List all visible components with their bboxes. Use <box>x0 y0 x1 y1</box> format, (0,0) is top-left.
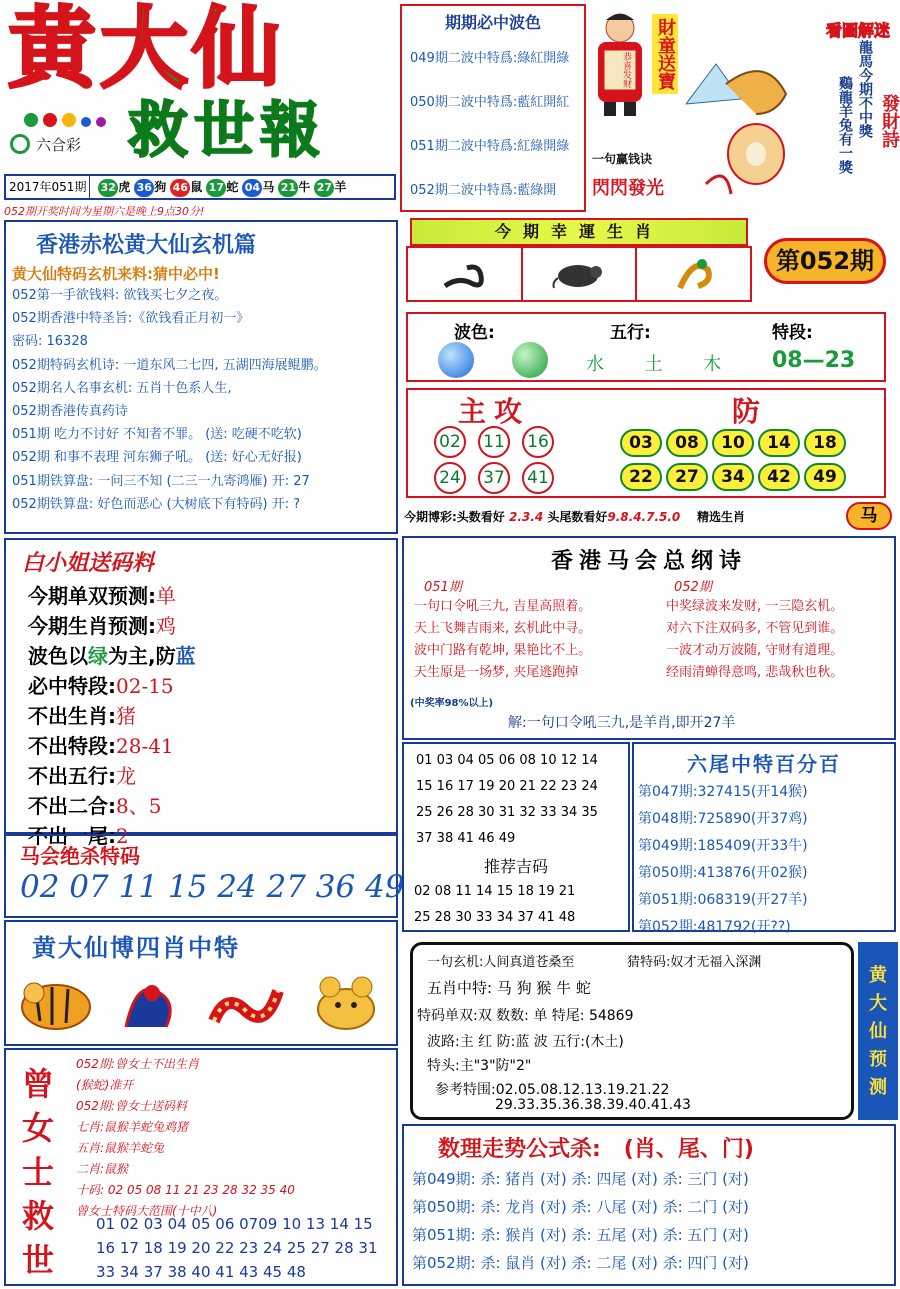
rat-icon <box>306 971 386 1035</box>
wuxing-label: 五行: <box>610 323 651 343</box>
yuce-side-char: 仙 <box>869 1021 887 1042</box>
grid-row: 01 03 04 05 06 08 10 12 14 <box>416 753 598 768</box>
result-ball: 17 <box>206 179 226 197</box>
liuwei-box <box>632 742 896 935</box>
baixiao-item <box>28 581 396 611</box>
yuce-l4: 波路:主 红 防:蓝 波 五行:(木土) <box>427 1034 624 1050</box>
main-number: 11 <box>478 426 510 458</box>
result-ball: 46 <box>170 179 190 197</box>
results-bar <box>4 174 396 200</box>
xuanji-line: 052期香港传真药诗 <box>12 404 128 420</box>
baixiao-item <box>28 671 396 701</box>
baixiao-wave <box>28 641 396 671</box>
baixiao-label: 不出特段: <box>28 734 116 758</box>
result-zodiac: 马 <box>262 180 275 194</box>
defend-row <box>618 460 886 494</box>
masthead-title-bottom: 救世報 <box>128 96 326 166</box>
shuli-title: 数理走势公式杀: <box>438 1137 601 1162</box>
shuli-line: 第050期: 杀: 龙肖 (对) 杀: 八尾 (对) 杀: 二门 (对) <box>412 1198 749 1216</box>
brand-label: 六合彩 <box>36 136 82 154</box>
baixiao-value: 鸡 <box>156 614 176 638</box>
shuli-line: 第049期: 杀: 猪肖 (对) 杀: 四尾 (对) 杀: 三门 (对) <box>412 1170 749 1188</box>
poem-left-line: 一句口令吼三九, 吉星高照着。 <box>414 599 592 614</box>
zeng-side-char: 世 <box>22 1241 55 1279</box>
sixiao-box <box>4 920 398 1046</box>
baixiao-box <box>4 538 398 848</box>
poem-left-line: 波中门路有乾坤, 果艳比不上。 <box>414 643 592 658</box>
poem-right-line: 一波才动万波随, 守财有道理。 <box>666 643 844 658</box>
zeng-line: (猴蛇)准开 <box>76 1078 134 1092</box>
left-issue: 051期 <box>424 580 462 595</box>
xuanji-line: 052第一手欲钱料: 欲钱买七夕之夜。 <box>12 288 228 303</box>
xuanji-line: 051期 吃力不讨好 不知者不罪。 (送: 吃硬不吃软) <box>12 427 302 443</box>
result-ball: 04 <box>242 179 262 197</box>
baixiao-value: 猪 <box>116 704 136 728</box>
xuanji-line: 052期香港中特圣旨:《欲钱看正月初一》 <box>12 311 250 327</box>
baixiao-item <box>28 611 396 641</box>
tiger-icon <box>16 971 96 1035</box>
rec-row: 02 08 11 14 15 18 19 21 <box>414 884 576 899</box>
xuanji-line: 052期铁算盘: 好色而恶心 (大树底下有特码) 开: ? <box>12 496 301 512</box>
xuanji-line: 密码: 16328 <box>12 334 88 350</box>
baixiao-label: 今期单双预测: <box>28 584 156 608</box>
issue-badge: 第052期 <box>764 238 886 284</box>
poem-right-line: 经雨清蝉得意鸣, 悲哉秋也秋。 <box>666 665 844 680</box>
wave-line: 050期二波中特爲:藍紅開紅 <box>410 95 570 110</box>
masthead-title-top: 黄大仙 <box>8 0 285 100</box>
lookpic-poem-col-1: 龍馬今期不中獎 <box>857 40 873 138</box>
wuxing-3: 木 <box>703 354 724 375</box>
baixiao-label: 今期生肖预测: <box>28 614 156 638</box>
lucky-icons-row <box>406 246 752 302</box>
grid-row: 25 26 28 30 31 32 33 34 35 <box>416 805 598 820</box>
wave-box <box>400 4 586 212</box>
defend-number: 14 <box>758 429 800 457</box>
teduan-value: 08—23 <box>772 348 856 373</box>
xuanji-line: 052期名人名事玄机: 五肖十色系人生, <box>12 380 232 396</box>
baixiao-value: 28-41 <box>116 734 174 758</box>
defend-number: 42 <box>758 463 800 491</box>
result-zodiac: 羊 <box>334 180 347 194</box>
liuwei-line: 第050期:413876(开02猴) <box>638 865 808 881</box>
poem-left-line: 天生原是一场梦, 夹尾逃跑掉 <box>414 665 579 680</box>
baixiao-value: 2 <box>116 824 129 848</box>
wave-line: 051期二波中特爲:紅綠開綠 <box>410 139 570 154</box>
numgrid-box <box>402 742 630 932</box>
wave-ball-green <box>512 342 548 378</box>
zeng-side-char: 士 <box>22 1153 55 1191</box>
caishen-slogan: 一句赢钱诀 <box>592 152 653 166</box>
dragon-icon <box>116 971 186 1035</box>
xuanji-line: 052期 和事不表理 河东狮子吼。 (送: 好心无好报) <box>12 450 302 466</box>
lucky-title: 今期幸運生肖 <box>410 218 748 246</box>
zeng-line: 曾女士特码大范围(十中八) <box>76 1204 218 1218</box>
main-number: 24 <box>434 462 466 494</box>
sixiao-title: 黄大仙博四肖中特 <box>32 934 240 962</box>
main-attack-label: 主攻 <box>458 395 531 428</box>
yuce-side-char: 大 <box>869 993 887 1014</box>
zeng-numbers <box>96 1212 396 1284</box>
snake-icon <box>408 248 523 300</box>
footer-c-badge: 马 <box>846 502 892 530</box>
defend-number: 34 <box>712 463 754 491</box>
liuwei-title: 六尾中特百分百 <box>687 752 841 776</box>
zeng-num-row: 01 02 03 04 05 06 0709 10 13 14 15 <box>96 1215 373 1233</box>
zeng-line: 052期:曾女士不出生肖 <box>76 1057 199 1071</box>
lookpic-mountains <box>686 44 816 208</box>
baixiao-item <box>28 701 396 731</box>
shuli-box <box>402 1124 896 1286</box>
masthead <box>0 0 400 218</box>
baixiao-label: 必中特段: <box>28 674 116 698</box>
xuanji-subtitle: 黄大仙特码玄机来料:猜中必中! <box>12 265 220 283</box>
dragon-icon <box>637 248 750 300</box>
main-number: 37 <box>478 462 510 494</box>
caishen-shine: 閃閃發光 <box>592 178 664 199</box>
wuxing-values <box>586 350 723 376</box>
yuce-side <box>858 942 898 1120</box>
issue-label: 2017年051期 <box>6 176 90 198</box>
yuce-l5: 特头:主"3"防"2" <box>427 1058 532 1074</box>
attr-box <box>406 312 886 382</box>
draw-notice: 052期开奖时间为星期六是晚上9点30分! <box>4 205 205 218</box>
gangpoem-title: 香港马会总纲诗 <box>550 548 747 574</box>
baixiao-label: 不出二合: <box>28 794 116 818</box>
footer-c-label: 精选生肖 <box>696 510 745 524</box>
zeng-side-char: 救 <box>22 1197 55 1235</box>
yuce-l7: 29.33.35.36.38.39.40.41.43 <box>495 1097 691 1113</box>
wave-line: 049期二波中特爲:綠紅開綠 <box>410 51 570 66</box>
caishen-couplet: 財童送寶 <box>652 14 678 94</box>
defend-number: 08 <box>666 429 708 457</box>
brand-icon <box>10 134 30 154</box>
snake-icon <box>206 971 286 1035</box>
yuce-side-char: 预 <box>869 1049 887 1070</box>
zeng-lines <box>76 1054 396 1222</box>
yuce-l3: 特码单双:双 数数: 单 特尾: 54869 <box>417 1008 634 1024</box>
result-zodiac: 鼠 <box>190 180 203 194</box>
poem-left-line: 天上飞舞吉雨来, 玄机此中寻。 <box>414 621 592 636</box>
defend-number: 49 <box>804 463 846 491</box>
right-issue: 052期 <box>674 580 712 595</box>
teduan-label: 特段: <box>772 323 813 343</box>
lookpic-side: 發財詩 <box>879 94 900 148</box>
yuce-box <box>410 942 854 1120</box>
result-ball: 32 <box>98 179 118 197</box>
wuxing-2: 土 <box>644 354 665 375</box>
baixiao-label: 不出五行: <box>28 764 116 788</box>
result-zodiac: 狗 <box>154 180 167 194</box>
zeng-line: 七肖:鼠猴羊蛇兔鸡猪 <box>76 1120 189 1134</box>
attack-footer <box>404 508 898 525</box>
result-zodiac: 虎 <box>118 180 131 194</box>
footer-a-value: 2.3.4 <box>509 510 544 524</box>
yuce-l6: 参考特围:02.05.08.12.13.19.21.22 <box>435 1082 670 1098</box>
footer-b-value: 9.8.4.7.5.0 <box>607 510 681 524</box>
defend-number: 03 <box>620 429 662 457</box>
liuwei-line: 第047期:327415(开14猴) <box>638 784 808 800</box>
baixiao-value: 02-15 <box>116 674 174 698</box>
poem-right-line: 中奖绿波来发财, 一三隐玄机。 <box>666 599 844 614</box>
wave-label: 波色: <box>454 323 495 343</box>
defend-row <box>618 426 886 460</box>
defend-numbers <box>618 426 886 494</box>
poem-rate: (中奖率98%以上) <box>410 698 494 709</box>
liuwei-line: 第052期:481792(开??) <box>638 919 791 935</box>
numgrid-title: 推荐吉码 <box>483 857 548 876</box>
baixiao-label: 不出一尾: <box>28 824 116 848</box>
caishen-panel <box>588 4 684 212</box>
grid-row: 37 38 41 46 49 <box>416 831 516 846</box>
result-zodiac: 牛 <box>298 180 311 194</box>
xuanji-title: 香港赤松黄大仙玄机篇 <box>36 232 257 258</box>
liuwei-line: 第049期:185409(开33牛) <box>638 838 808 854</box>
zeng-line: 十码: 02 05 08 11 21 23 28 32 35 40 <box>76 1183 295 1197</box>
grid-row: 15 16 17 19 20 21 22 23 24 <box>416 779 598 794</box>
baixiao-value: 单 <box>156 584 176 608</box>
zeng-line: 052期:曾女士送码料 <box>76 1099 187 1113</box>
baixiao-label: 不出生肖: <box>28 704 116 728</box>
rec-row: 25 28 30 33 34 37 41 48 <box>414 910 576 925</box>
baixiao-value: 8、5 <box>116 794 162 818</box>
lookpic-title: 看圖解迷 <box>826 21 891 40</box>
masha-numbers: 02 07 11 15 24 27 36 49 <box>20 869 405 905</box>
baixiao-value: 龙 <box>116 764 136 788</box>
baixiao-item <box>28 731 396 761</box>
rat-icon <box>523 248 638 300</box>
wuxing-1: 水 <box>586 354 606 375</box>
result-zodiac: 蛇 <box>226 180 239 194</box>
zeng-num-row: 16 17 18 19 20 22 23 24 25 27 28 31 <box>96 1239 378 1257</box>
liuwei-line: 第051期:068319(开27羊) <box>638 892 808 908</box>
xuanji-line: 052期特码玄机诗: 一道东风二七四, 五湖四海展鲲鹏。 <box>12 357 327 373</box>
zeng-side-char: 女 <box>22 1109 55 1147</box>
attack-box <box>406 388 886 498</box>
main-number: 02 <box>434 426 466 458</box>
lucky-zodiac-panel <box>406 218 752 304</box>
shuli-title2: (肖、尾、门) <box>623 1137 754 1162</box>
lookpic-poem-col-2: 鷄龍羊兔有一獎 <box>837 76 853 174</box>
main-row <box>428 460 588 496</box>
baixiao-title: 白小姐送码料 <box>22 550 155 576</box>
zeng-side-title <box>22 1062 70 1282</box>
yuce-side-char: 黄 <box>869 965 887 986</box>
shuli-line: 第052期: 杀: 鼠肖 (对) 杀: 二尾 (对) 杀: 四门 (对) <box>412 1254 749 1272</box>
poem-right-line: 对六下注双码多, 不管见到谁。 <box>666 621 844 636</box>
yuce-l1b: 猜特码:奴才无福入深渊 <box>627 955 762 970</box>
lookpic-panel <box>686 4 898 212</box>
wave-mid: 为主,防 <box>108 644 176 668</box>
defend-number: 18 <box>804 429 846 457</box>
dots-decoration <box>24 112 106 131</box>
zeng-num-row: 33 34 37 38 40 41 43 45 48 <box>96 1263 306 1281</box>
shuli-header <box>438 1132 894 1163</box>
footer-b-label: 头尾数看好 <box>547 510 608 524</box>
main-number: 16 <box>522 426 554 458</box>
wave-ball-blue <box>438 342 474 378</box>
main-numbers <box>428 424 588 496</box>
wave-def: 蓝 <box>175 644 196 668</box>
poem-answer: 解:一句口令吼三九,是羊肖,即开27羊 <box>508 715 736 731</box>
footer-a-label: 今期博彩:头数看好 <box>404 510 505 524</box>
shuli-line: 第051期: 杀: 猴肖 (对) 杀: 五尾 (对) 杀: 五门 (对) <box>412 1226 749 1244</box>
zeng-box <box>4 1048 398 1286</box>
defend-number: 27 <box>666 463 708 491</box>
wave-box-title: 期期必中波色 <box>444 13 541 32</box>
xuanji-line: 051期铁算盘: 一问三不知 (二三一九寄鸿雁) 开: 27 <box>12 473 310 489</box>
defend-label: 防 <box>732 395 761 428</box>
xuanji-box <box>4 220 398 534</box>
zeng-line: 五肖:鼠猴羊蛇兔 <box>76 1141 165 1155</box>
caishen-scroll-text: 恭喜发财 <box>621 52 631 88</box>
result-ball: 21 <box>278 179 298 197</box>
wave-main: 绿 <box>88 644 108 668</box>
main-row <box>428 424 588 460</box>
main-number: 41 <box>522 462 554 494</box>
yuce-l1: 一句玄机:人间真道苍桑至 <box>427 955 575 970</box>
yuce-l2: 五肖中特: 马 狗 猴 牛 蛇 <box>427 979 591 997</box>
defend-number: 22 <box>620 463 662 491</box>
zeng-line: 二肖:鼠猴 <box>76 1162 129 1176</box>
liuwei-line: 第048期:725890(开37鸡) <box>638 811 808 827</box>
baixiao-item <box>28 761 396 791</box>
defend-number: 10 <box>712 429 754 457</box>
wave-pre: 波色以 <box>28 644 88 668</box>
baixiao-item <box>28 791 396 821</box>
result-ball: 36 <box>134 179 154 197</box>
masha-box <box>4 834 405 918</box>
gangpoem-box <box>402 536 896 740</box>
wave-line: 052期二波中特爲:藍綠開 <box>410 183 557 198</box>
zeng-side-char: 曾 <box>22 1065 55 1103</box>
yuce-side-char: 测 <box>869 1077 887 1098</box>
result-ball: 27 <box>314 179 334 197</box>
masha-title: 马会绝杀特码 <box>20 844 140 868</box>
